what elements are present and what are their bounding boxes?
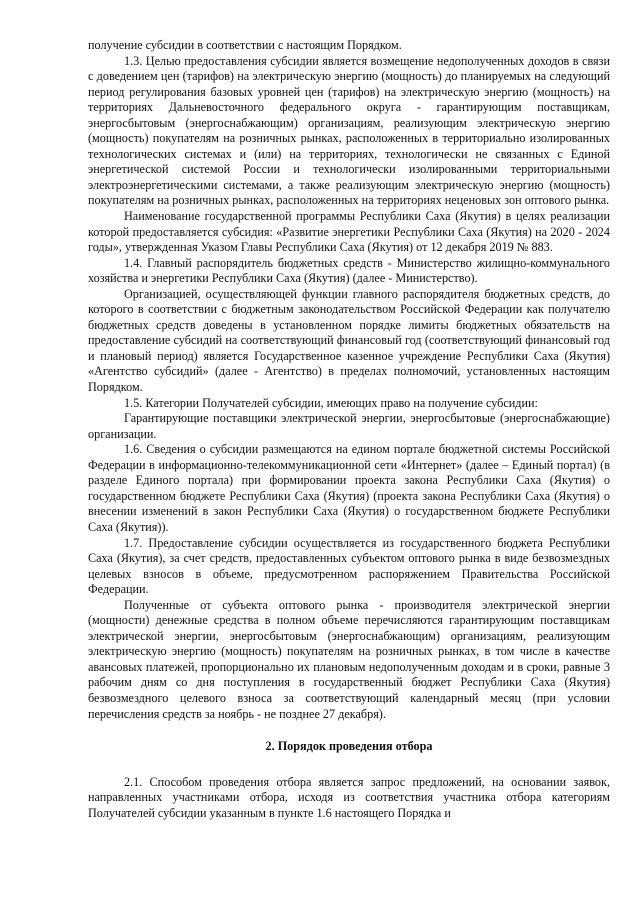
- paragraph-p-cont: получение субсидии в соответствии с настоящим Порядком.: [88, 38, 402, 52]
- paragraph-p-1-3: 1.3. Целью предоставления субсидии является возмещение недополученных доходов в связи с доведением цен (тарифов) на электрическую энергию (мощность) до планируемых на следующий период регулирования базовых уровней цен (тарифов) на электрическую энергию (мощность) на территориях Дальневосточного федерального округа - гарантирующим поставщикам, энергосбытовым (энергоснабжающим) организациям, реализующим электрическую энергию (мощность) покупателям на розничных рынках, расположенных в территориально изолированных технологических системах и (или) на территориях, технологически не связанных с Единой энергетической системой России и технологически изолированными территориальными электроэнергетическими системами, а также реализующим электрическую энергию (мощность) покупателям на розничных рынках, расположенных на территориях неценовых зон оптового рынка.: [88, 53, 610, 208]
- section-2-body: [88, 775, 610, 822]
- paragraph-p-cat: Гарантирующие поставщики электрической энергии, энергосбытовые (энергоснабжающие) организации.: [88, 411, 610, 441]
- paragraph-p-1-4: 1.4. Главный распорядитель бюджетных средств - Министерство жилищно-коммунального хозяйства и энергетики Республики Саха (Якутия) (далее - Министерство).: [88, 255, 610, 286]
- paragraph-p-1-5: 1.5. Категории Получателей субсидии, имеющих право на получение субсидии:: [124, 395, 538, 410]
- section-2-heading: 2. Порядок проведения отбора: [265, 739, 433, 754]
- paragraph-p-org: Организацией, осуществляющей функции главного распорядителя бюджетных средств, до которого в соответствии с бюджетным законодательством Российской Федерации как получателю бюджетных средств доведены в установленном порядке лимиты бюджетных обязательств на предоставление субсидий на соответствующий финансовый год (соответствующий финансовый год и плановый период) является Государственное казенное учреждение Республики Саха (Якутия) «Агентство субсидий» (далее - Агентство) в пределах полномочий, установленных настоящим Порядком.: [88, 286, 610, 395]
- paragraph-p-program: Наименование государственной программы Республики Саха (Якутия) в целях реализации которой предоставляется субсидия: «Развитие энергетики Республики Саха (Якутия) на 2020 - 2024 годы», утвержденная Указом Главы Республики Саха (Якутия) от 12 декабря 2019 № 883.: [88, 209, 610, 255]
- paragraph-p-1-6: 1.6. Сведения о субсидии размещаются на едином портале бюджетной системы Российской Федерации в информационно-телекоммуникационной сети «Интернет» (далее – Единый портал) (в разделе Единого портала) при формировании проекта закона Республики Саха (Якутия) о государственном бюджете Республики Саха (Якутия) (проекта закона Республики Саха (Якутия) о внесении изменений в закон Республики Саха (Якутия) о государственном бюджете Республики Саха (Якутия)).: [88, 442, 610, 534]
- section-1-body: [88, 38, 610, 722]
- paragraph-p-1-7: 1.7. Предоставление субсидии осуществляется из государственного бюджета Республики Саха (Якутия), за счет средств, предоставленных субъектом оптового рынка в виде безвозмездных целевых взносов в объеме, предусмотренном распоряжением Правительства Российской Федерации.: [88, 535, 610, 597]
- paragraph-p-2-1: 2.1. Способом проведения отбора является запрос предложений, на основании заявок, направленных участниками отбора, исходя из соответствия участника отбора категориям Получателей субсидии указанным в пункте 1.6 настоящего Порядка и: [88, 774, 610, 820]
- paragraph-p-funds: Полученные от субъекта оптового рынка - производителя электрической энергии (мощности) денежные средства в полном объеме перечисляются гарантирующим поставщикам электрической энергии, энергосбытовым (энергоснабжающим) организациям, реализующим электрическую энергию (мощность) покупателям на розничных рынках, в том числе в качестве авансовых платежей, пропорционально их плановым недополученным доходам и в сроки, равные 3 рабочим дням со дня поступления в государственный бюджет Республики Саха (Якутия) безвозмездного целевого взноса за соответствующий календарный месяц (при условии перечисления средств за ноябрь - не позднее 27 декабря).: [88, 597, 610, 721]
